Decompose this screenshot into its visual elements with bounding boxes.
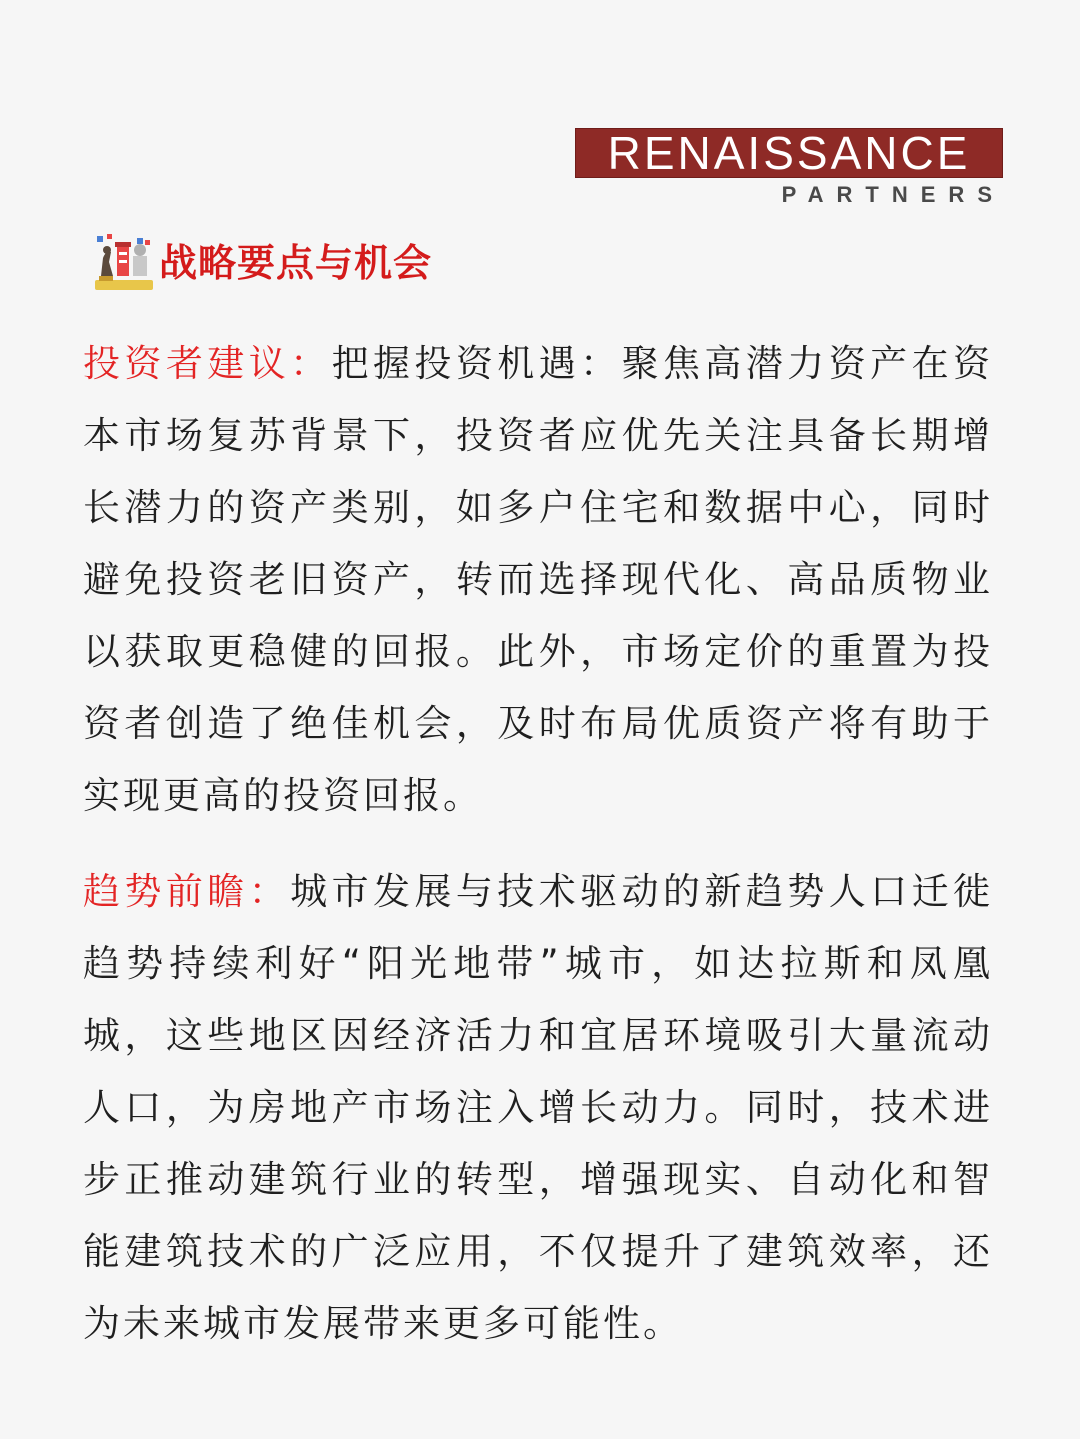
investor-advice-paragraph bbox=[83, 328, 993, 832]
trend-outlook-paragraph bbox=[83, 856, 993, 1360]
paragraph-body: 把握投资机遇：聚焦高潜力资产在资本市场复苏背景下，投资者应优先关注具备长期增长潜力的资产类别，如多户住宅和数据中心，同时避免投资老旧资产，转而选择现代化、高品质物业以获取更稳健的回报。此外，市场定价的重置为投资者创造了绝佳机会，及时布局优质资产将有助于实现更高的投资回报。 bbox=[83, 342, 994, 817]
renaissance-partners-logo bbox=[575, 128, 1005, 208]
paragraph-body: 城市发展与技术驱动的新趋势人口迁徙趋势持续利好“阳光地带”城市，如达拉斯和凤凰城，这些地区因经济活力和宜居环境吸引大量流动人口，为房地产市场注入增长动力。同时，技术进步正推动建筑行业的转型，增强现实、自动化和智能建筑技术的广泛应用，不仅提升了建筑效率，还为未来城市发展带来更多可能性。 bbox=[83, 870, 994, 1345]
chess-pieces-icon bbox=[93, 232, 155, 294]
paragraph-lead-label: 趋势前瞻： bbox=[83, 870, 291, 913]
section-title: 战略要点与机会 bbox=[159, 241, 433, 285]
section-header bbox=[93, 232, 432, 294]
logo-name: RENAISSANCE bbox=[607, 127, 971, 179]
logo-subtitle: PARTNERS bbox=[781, 182, 1005, 207]
paragraph-lead-label: 投资者建议： bbox=[83, 342, 332, 385]
